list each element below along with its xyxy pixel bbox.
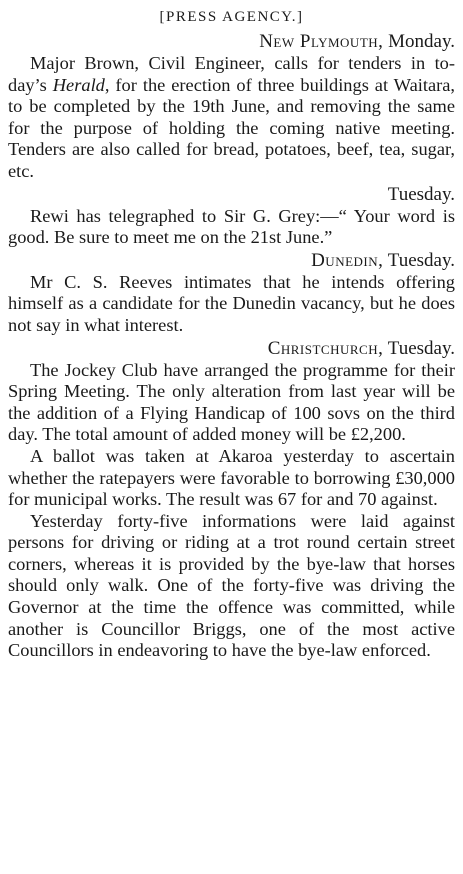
dateline-place: New Plymouth,: [259, 31, 384, 52]
paragraph-text: Major Brown, Civil Engineer, calls for tenders in to-day’s: [8, 53, 455, 95]
article-paragraph: Rewi has telegraphed to Sir G. Grey:—“ Your word is good. Be sure to meet me on the 21st June.”: [8, 205, 455, 248]
dateline-day: Tuesday.: [383, 249, 455, 271]
dateline-day: Monday.: [383, 31, 455, 52]
paragraph-italic-text: Herald: [52, 74, 105, 95]
paragraph-text: , for the erection of three buildings at Waitara, to be completed by the 19th June, and removing the same for the purpose of holding the coming native meeting. Tenders are also called for bread, potatoes, beef, tea, sugar, etc.: [8, 74, 455, 181]
section-header: [PRESS AGENCY.]: [159, 9, 304, 25]
dateline-day: Tuesday.: [383, 337, 455, 359]
article-paragraph: Mr C. S. Reeves intimates that he intends offering himself as a candidate for the Dunedin vacancy, but he does not say in what interest.: [8, 271, 455, 335]
dateline-christchurch: [8, 337, 455, 360]
article-paragraph: The Jockey Club have arranged the programme for their Spring Meeting. The only alteration from last year will be the addition of a Flying Handicap of 100 sovs on the third day. The total amount of added money will be £2,200.: [8, 359, 455, 445]
dateline-place: Christchurch,: [267, 337, 384, 359]
dateline-day: Tuesday.: [387, 183, 455, 205]
dateline-place: Dunedin,: [311, 249, 384, 271]
dateline-new-plymouth: [8, 30, 455, 53]
article-paragraph: A ballot was taken at Akaroa yesterday to ascertain whether the ratepayers were favorable to borrowing £30,000 for municipal works. The result was 67 for and 70 against.: [8, 445, 455, 510]
dateline-tuesday: [8, 183, 455, 206]
article-paragraph: [8, 53, 455, 183]
dateline-dunedin: [8, 249, 455, 272]
article-paragraph: Yesterday forty-five informations were laid against persons for driving or riding at a trot round certain street corners, whereas it is provided by the bye-law that horses should only walk. One of the forty-five was driving the Governor at the time the offence was committed, while another is Councillor Briggs, one of the most active Councillors in endeavoring to have the bye-law enforced.: [8, 510, 455, 661]
